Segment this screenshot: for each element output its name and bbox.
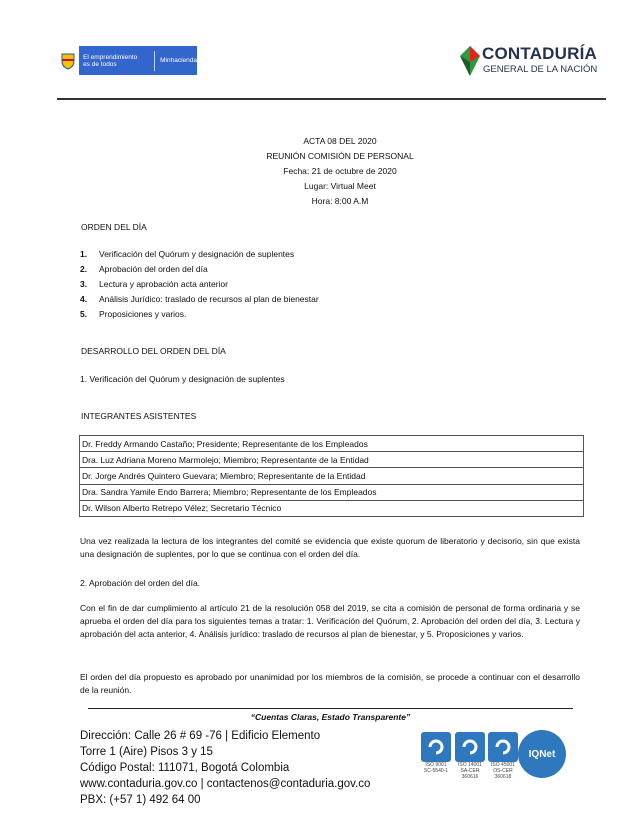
acta-lugar: Lugar: Virtual Meet bbox=[304, 181, 376, 191]
footer-motto: “Cuentas Claras, Estado Transparente” bbox=[250, 712, 411, 722]
agenda-item-number: 4. bbox=[80, 294, 88, 304]
gobierno-slogan: El emprendimiento es de todos bbox=[83, 53, 138, 68]
agenda-item: Proposiciones y varios. bbox=[99, 309, 187, 319]
address-line: Torre 1 (Aire) Pisos 3 y 15 bbox=[80, 746, 213, 758]
iso-45001-badge: ISO 45001 OS-CER 360618 bbox=[488, 732, 518, 780]
table-row bbox=[80, 484, 584, 500]
agenda-heading: ORDEN DEL DÍA bbox=[81, 222, 147, 232]
gobierno-badge bbox=[56, 46, 197, 75]
table-row bbox=[80, 436, 584, 452]
address-line: Código Postal: 111071, Bogotá Colombia bbox=[80, 762, 290, 774]
iso-9001-badge: ISO 9001 SC-5540-1 bbox=[421, 732, 451, 774]
table-row bbox=[80, 500, 584, 516]
contaduria-logo bbox=[458, 44, 608, 80]
acta-title: ACTA 08 DEL 2020 bbox=[303, 136, 377, 146]
table-cell: Dr. Freddy Armando Castaño; Presidente; Representante de los Empleados bbox=[80, 436, 584, 452]
table-row bbox=[80, 452, 584, 468]
agenda-item-number: 1. bbox=[80, 249, 88, 259]
desarrollo-item-1: 1. Verificación del Quórum y designación de suplentes bbox=[80, 374, 285, 384]
icontec-icon bbox=[488, 732, 518, 762]
agenda-item: Análisis Jurídico: traslado de recursos al plan de bienestar bbox=[99, 294, 319, 304]
acta-subtitle: REUNIÓN COMISIÓN DE PERSONAL bbox=[266, 151, 414, 161]
icontec-icon bbox=[455, 732, 485, 762]
paragraph-unanimidad: El orden del día propuesto es aprobado por unanimidad por los miembros de la comisión, se procede a continuar con el desarrollo de la reunión. bbox=[80, 672, 580, 695]
desarrollo-item-2: 2. Aprobación del orden del día. bbox=[80, 578, 201, 588]
paragraph-quorum: Una vez realizada la lectura de los integrantes del comité se evidencia que existe quorum de liberatorio y decisorio, sin que exista una designación de suplentes, por lo que se continua con el orden del día. bbox=[80, 536, 580, 559]
colombia-shield-icon bbox=[56, 46, 79, 75]
footer-address bbox=[80, 728, 370, 808]
agenda-item-number: 5. bbox=[80, 309, 88, 319]
address-line: PBX: (+57 1) 492 64 00 bbox=[80, 794, 201, 806]
header-divider bbox=[57, 98, 606, 100]
acta-fecha: Fecha: 21 de octubre de 2020 bbox=[283, 166, 397, 176]
integrantes-table bbox=[79, 435, 584, 517]
footer-divider bbox=[88, 708, 573, 709]
table-cell: Dra. Sandra Yamile Endo Barrera; Miembro; Representante de los Empleados bbox=[80, 484, 584, 500]
iqnet-badge bbox=[518, 730, 566, 778]
ministry-name: Minhacienda bbox=[160, 57, 197, 64]
iso-14001-badge: ISO 14001 SA-CER 360616 bbox=[455, 732, 485, 780]
iqnet-label: IQNet bbox=[528, 748, 556, 760]
table-cell: Dr. Jorge Andrés Quintero Guevara; Miembro; Representante de la Entidad bbox=[80, 468, 584, 484]
contaduria-leaf-icon bbox=[458, 44, 482, 78]
integrantes-heading: INTEGRANTES ASISTENTES bbox=[81, 411, 197, 421]
acta-hora: Hora: 8:00 A.M bbox=[311, 196, 369, 206]
table-cell: Dra. Luz Adriana Moreno Marmolejo; Miembro; Representante de la Entidad bbox=[80, 452, 584, 468]
agenda-item: Verificación del Quórum y designación de suplentes bbox=[99, 249, 295, 259]
logo-subtitle: GENERAL DE LA NACIÓN bbox=[483, 64, 598, 75]
agenda-item-number: 3. bbox=[80, 279, 88, 289]
paragraph-aprobacion: Con el fin de dar cumplimiento al artículo 21 de la resolución 058 del 2019, se cita a comisión de personal de forma ordinaria y se aprueba el orden del día para los siguientes temas a tratar: 1. Verificación del Quórum, 2. Aprobación del orden del día, 3. Lectura y aprobación del acta anterior, 4. Análisis jurídico: traslado de recursos al plan de bienestar, y 5. Proposiciones y varios. bbox=[80, 603, 580, 639]
table-row bbox=[80, 468, 584, 484]
table-cell: Dr. Wilson Alberto Retrepo Vélez; Secretario Técnico bbox=[80, 500, 584, 516]
logo-title: CONTADURÍA bbox=[482, 44, 598, 63]
address-line: www.contaduria.gov.co | contactenos@contaduria.gov.co bbox=[80, 778, 371, 790]
agenda-item: Lectura y aprobación acta anterior bbox=[99, 279, 228, 289]
address-line: Dirección: Calle 26 # 69 -76 | Edificio Elemento bbox=[80, 730, 321, 742]
agenda-item: Aprobación del orden del día bbox=[99, 264, 208, 274]
desarrollo-heading: DESARROLLO DEL ORDEN DEL DÍA bbox=[81, 346, 226, 356]
agenda-item-number: 2. bbox=[80, 264, 88, 274]
icontec-icon bbox=[421, 732, 451, 762]
